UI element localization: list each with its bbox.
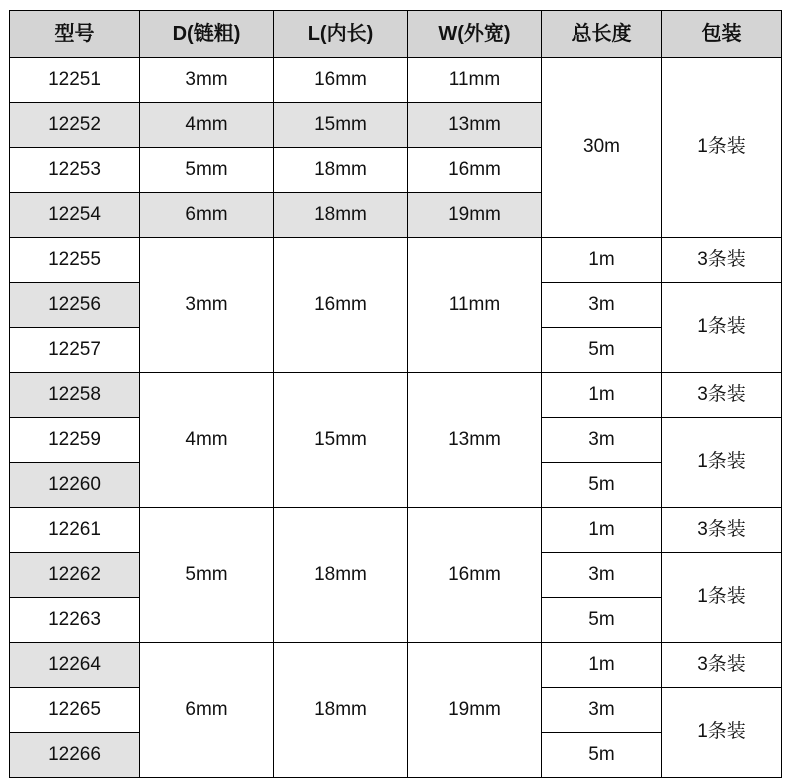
cell-total-length: 1m: [542, 373, 662, 418]
column-header-total-length: 总长度: [542, 11, 662, 58]
cell-chain-thickness: 4mm: [140, 373, 274, 508]
cell-outer-width: 11mm: [408, 238, 542, 373]
cell-chain-thickness: 3mm: [140, 58, 274, 103]
cell-outer-width: 19mm: [408, 193, 542, 238]
cell-model: 12258: [10, 373, 140, 418]
column-header-chain-thickness: D(链粗): [140, 11, 274, 58]
cell-model: 12261: [10, 508, 140, 553]
cell-packaging: 1条装: [662, 553, 782, 643]
cell-outer-width: 11mm: [408, 58, 542, 103]
cell-total-length: 1m: [542, 643, 662, 688]
cell-model: 12266: [10, 733, 140, 778]
cell-inner-length: 18mm: [274, 508, 408, 643]
cell-chain-thickness: 5mm: [140, 148, 274, 193]
cell-model: 12262: [10, 553, 140, 598]
cell-total-length: 3m: [542, 688, 662, 733]
cell-outer-width: 16mm: [408, 508, 542, 643]
cell-chain-thickness: 5mm: [140, 508, 274, 643]
cell-model: 12255: [10, 238, 140, 283]
column-header-packaging: 包装: [662, 11, 782, 58]
cell-packaging: 3条装: [662, 238, 782, 283]
table-row: [10, 58, 782, 103]
cell-packaging: 3条装: [662, 508, 782, 553]
cell-total-length: 1m: [542, 238, 662, 283]
cell-inner-length: 18mm: [274, 148, 408, 193]
column-header-model: 型号: [10, 11, 140, 58]
cell-packaging: 3条装: [662, 373, 782, 418]
cell-chain-thickness: 4mm: [140, 103, 274, 148]
cell-total-length: 30m: [542, 58, 662, 238]
cell-chain-thickness: 6mm: [140, 643, 274, 778]
cell-outer-width: 16mm: [408, 148, 542, 193]
cell-chain-thickness: 6mm: [140, 193, 274, 238]
cell-model: 12251: [10, 58, 140, 103]
cell-total-length: 5m: [542, 598, 662, 643]
cell-total-length: 1m: [542, 508, 662, 553]
cell-total-length: 5m: [542, 328, 662, 373]
cell-model: 12254: [10, 193, 140, 238]
cell-model: 12263: [10, 598, 140, 643]
cell-total-length: 3m: [542, 418, 662, 463]
cell-total-length: 5m: [542, 733, 662, 778]
cell-inner-length: 16mm: [274, 238, 408, 373]
cell-outer-width: 13mm: [408, 103, 542, 148]
cell-inner-length: 18mm: [274, 193, 408, 238]
cell-total-length: 3m: [542, 283, 662, 328]
cell-model: 12260: [10, 463, 140, 508]
table-row: [10, 238, 782, 283]
table-row: [10, 508, 782, 553]
cell-model: 12257: [10, 328, 140, 373]
cell-model: 12256: [10, 283, 140, 328]
cell-packaging: 1条装: [662, 283, 782, 373]
specification-table: [9, 10, 782, 778]
cell-total-length: 5m: [542, 463, 662, 508]
cell-inner-length: 15mm: [274, 103, 408, 148]
header-row: [10, 11, 782, 58]
table-row: [10, 643, 782, 688]
column-header-inner-length: L(内长): [274, 11, 408, 58]
cell-outer-width: 19mm: [408, 643, 542, 778]
cell-chain-thickness: 3mm: [140, 238, 274, 373]
cell-model: 12264: [10, 643, 140, 688]
cell-inner-length: 15mm: [274, 373, 408, 508]
cell-packaging: 3条装: [662, 643, 782, 688]
table-body: [10, 58, 782, 778]
cell-packaging: 1条装: [662, 58, 782, 238]
table-row: [10, 373, 782, 418]
cell-packaging: 1条装: [662, 688, 782, 778]
cell-inner-length: 16mm: [274, 58, 408, 103]
cell-model: 12259: [10, 418, 140, 463]
cell-outer-width: 13mm: [408, 373, 542, 508]
cell-model: 12252: [10, 103, 140, 148]
cell-total-length: 3m: [542, 553, 662, 598]
cell-model: 12265: [10, 688, 140, 733]
column-header-outer-width: W(外宽): [408, 11, 542, 58]
table-header: [10, 11, 782, 58]
cell-packaging: 1条装: [662, 418, 782, 508]
cell-model: 12253: [10, 148, 140, 193]
cell-inner-length: 18mm: [274, 643, 408, 778]
